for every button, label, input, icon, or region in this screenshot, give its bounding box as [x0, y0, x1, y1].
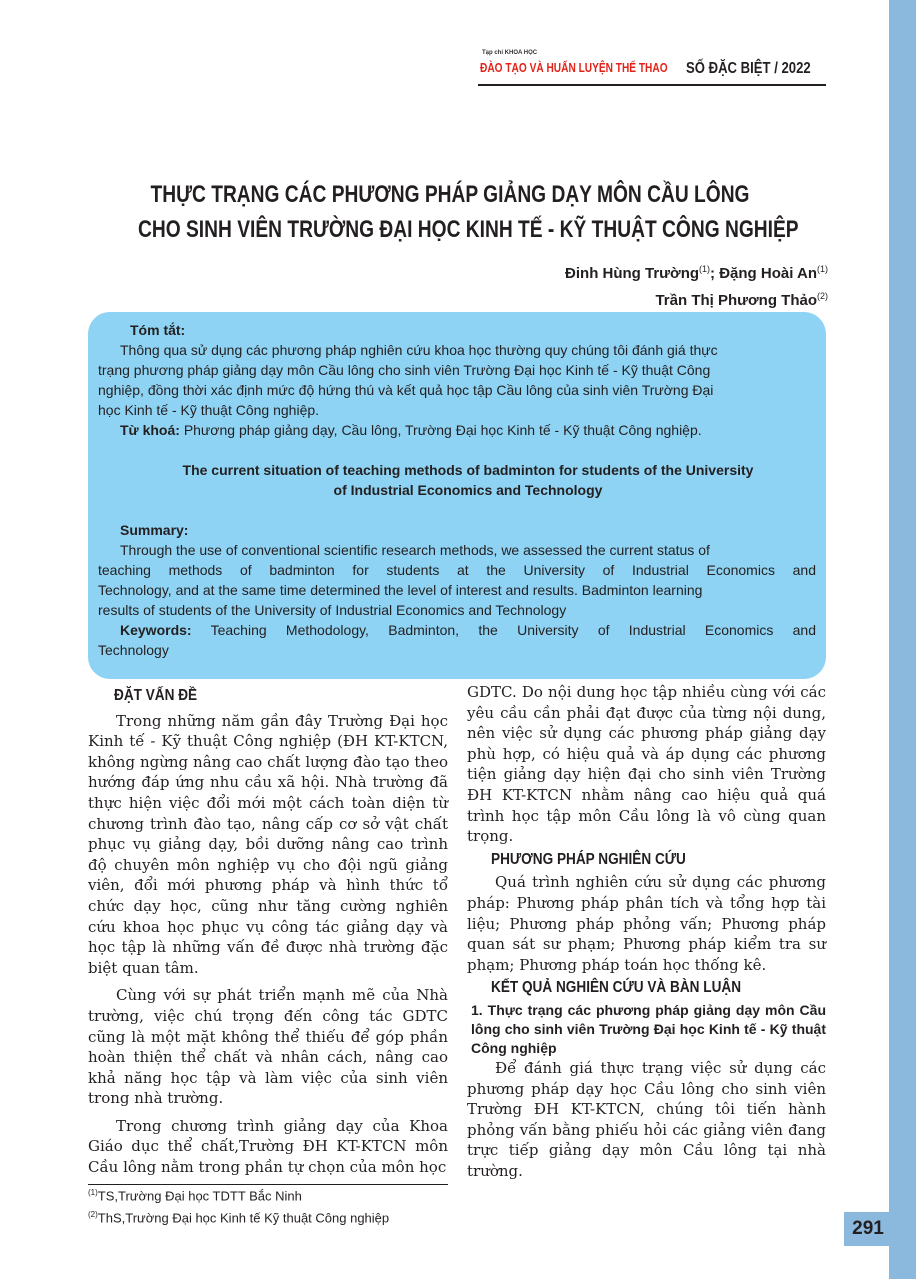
author-3-mark: (2) — [817, 291, 828, 301]
abstract-en-line-4: results of students of the University of Industrial Economics and Technology — [98, 602, 567, 618]
intro-paragraph-continued: GDTC. Do nội dung học tập nhiều cùng với các yêu cầu cần phải đạt được của từng nội dung, nên việc sử dụng các phương pháp giảng dạy phù hợp, có hiệu quả và áp dụng các phương tiện giảng dạy hiện đại cho sinh viên Trường ĐH KT-KTCN nhằm nâng cao hiệu quả quá trình học tập môn Cầu lông là vô cùng quan trọng. — [467, 683, 826, 846]
subsection-heading-1: 1. Thực trạng các phương pháp giảng dạy môn Cầu lông cho sinh viên Trường Đại học Kinh tế - Kỹ thuật Công nghiệp — [471, 1001, 826, 1056]
author-line-2 — [308, 285, 828, 312]
title-line-2: CHO SINH VIÊN TRƯỜNG ĐẠI HỌC KINH TẾ - KỸ THUẬT CÔNG NGHIỆP — [138, 216, 799, 243]
author-list — [308, 258, 828, 312]
english-title — [108, 460, 828, 500]
abstract-en-keywords — [120, 620, 816, 640]
methods-paragraph: Quá trình nghiên cứu sử dụng các phương pháp: Phương pháp phân tích và tổng hợp tài liệu; Phương pháp phỏng vấn; Phương pháp quan sát sư phạm; Phương pháp kiểm tra sư phạm; Phương pháp toán học thống kê. — [467, 873, 826, 974]
english-title-line-1: The current situation of teaching methods of badminton for students of the University — [182, 462, 754, 478]
author-3: Trần Thị Phương Thảo — [655, 292, 817, 309]
abstract-vi-line-4: học Kinh tế - Kỹ thuật Công nghiệp. — [98, 402, 320, 418]
intro-paragraph-3: Trong chương trình giảng dạy của Khoa Giáo dục thể chất,Trường ĐH KT-KTCN môn Cầu lông nằm trong phần tự chọn của môn học — [88, 1116, 448, 1177]
author-2-mark: (1) — [817, 264, 828, 274]
results-paragraph-1: Để đánh giá thực trạng việc sử dụng các phương pháp dạy học Cầu lông cho sinh viên Trường ĐH KT-KTCN, chúng tôi tiến hành phỏng vấn bằng phiếu hỏi các giảng viên đang trực tiếp giảng dạy môn Cầu lông tại nhà trường. — [467, 1058, 826, 1180]
keywords-en-label: Keywords: — [120, 622, 192, 638]
author-line-1: Đinh Hùng Trường$^{(1)}$; Đặng Hoài An$^{(1)}$ — [565, 264, 828, 282]
right-column — [467, 682, 826, 1181]
english-title-line-2: of Industrial Economics and Technology — [333, 482, 603, 498]
keywords-vi-text: Phương pháp giảng dạy, Cầu lông, Trường Đại học Kinh tế - Kỹ thuật Công nghiệp. — [183, 422, 702, 438]
footnote-rule — [88, 1184, 448, 1185]
header-rule — [478, 84, 826, 86]
intro-paragraph-1: Trong những năm gần đây Trường Đại học Kinh tế - Kỹ thuật Công nghiệp (ĐH KT-KTCN, không ngừng nâng cao chất lượng đào tạo theo hướng đáp ứng nhu cầu xã hội. Nhà trường đã thực hiện việc đổi mới một cách toàn diện từ chương trình đào tạo, nâng cấp cơ sở vật chất phục vụ giảng dạy, bồi dưỡng nâng cao trình độ chuyên môn nghiệp vụ cho đội ngũ giảng viên, đổi mới phương pháp và hình thức tổ chức dạy học, cũng như tăng cường nghiên cứu khoa học phục vụ công tác giảng dạy và học tập là những vấn đề được nhà trường đặc biệt quan tâm. — [88, 711, 448, 977]
article-title — [60, 177, 840, 247]
footnote-2 — [88, 1210, 389, 1225]
title-line-1: THỰC TRẠNG CÁC PHƯƠNG PHÁP GIẢNG DẠY MÔN CẦU LÔNG — [150, 181, 750, 208]
footnote-2-mark: (2) — [88, 1210, 98, 1219]
section-heading-results: KẾT QUẢ NGHIÊN CỨU VÀ BÀN LUẬN — [491, 979, 742, 997]
footnote-2-text: ThS,Trường Đại học Kinh tế Kỹ thuật Công nghiệp — [97, 1210, 390, 1226]
left-column — [88, 686, 448, 1178]
keywords-vi-label: Từ khoá: — [120, 422, 180, 438]
abstract-vi-line-3: nghiệp, đồng thời xác định mức độ hứng thú và kết quả học tập Cầu lông của sinh viên Trường Đại — [98, 382, 714, 398]
abstract-en-keywords-cont: Technology — [98, 642, 169, 658]
side-color-band — [889, 0, 916, 1279]
footnote-1-mark: (1) — [88, 1188, 98, 1197]
author-1: Đinh Hùng Trường — [565, 265, 700, 282]
footnote-1 — [88, 1188, 302, 1203]
abstract-vi-line-2: trạng phương pháp giảng dạy môn Cầu lông cho sinh viên Trường Đại học Kinh tế - Kỹ thuật Công — [98, 362, 711, 378]
abstract-vi-keywords — [120, 420, 702, 440]
issue-label: SỐ ĐẶC BIỆT / 2022 — [686, 60, 811, 77]
section-heading-methods: PHƯƠNG PHÁP NGHIÊN CỨU — [491, 850, 686, 868]
abstract-en-heading: Summary: — [120, 522, 189, 538]
journal-name: ĐÀO TẠO VÀ HUẤN LUYỆN THỂ THAO — [480, 60, 668, 75]
abstract-en-line-2: teaching methods of badminton for students at the University of Industrial Economics and — [98, 562, 816, 578]
intro-paragraph-2: Cùng với sự phát triển mạnh mẽ của Nhà trường, việc chú trọng đến công tác GDTC cũng là một mặt không thể thiếu để góp phần hoàn thiện thể chất và nhân cách, nâng cao khả năng học tập và làm việc của sinh viên trong nhà trường. — [88, 986, 448, 1108]
section-heading-intro: ĐẶT VẤN ĐỀ — [114, 687, 198, 704]
abstract-vi-heading: Tóm tắt: — [130, 322, 186, 338]
journal-small-label: Tạp chí KHOA HỌC — [482, 50, 538, 56]
author-1-mark: (1) — [699, 264, 711, 274]
abstract-en-line-3: Technology, and at the same time determined the level of interest and results. Badminton learning — [98, 582, 703, 598]
footnote-1-text: TS,Trường Đại học TDTT Bắc Ninh — [97, 1188, 302, 1204]
page-number: 291 — [844, 1212, 892, 1246]
journal-header — [478, 50, 838, 90]
keywords-en-text: Teaching Methodology, Badminton, the University of Industrial Economics and — [210, 622, 816, 638]
abstract-vi-line-1: Thông qua sử dụng các phương pháp nghiên cứu khoa học thường quy chúng tôi đánh giá thực — [120, 342, 718, 358]
abstract-en-line-1: Through the use of conventional scientific research methods, we assessed the current status of — [120, 542, 710, 558]
author-2: Đặng Hoài An — [719, 265, 817, 282]
